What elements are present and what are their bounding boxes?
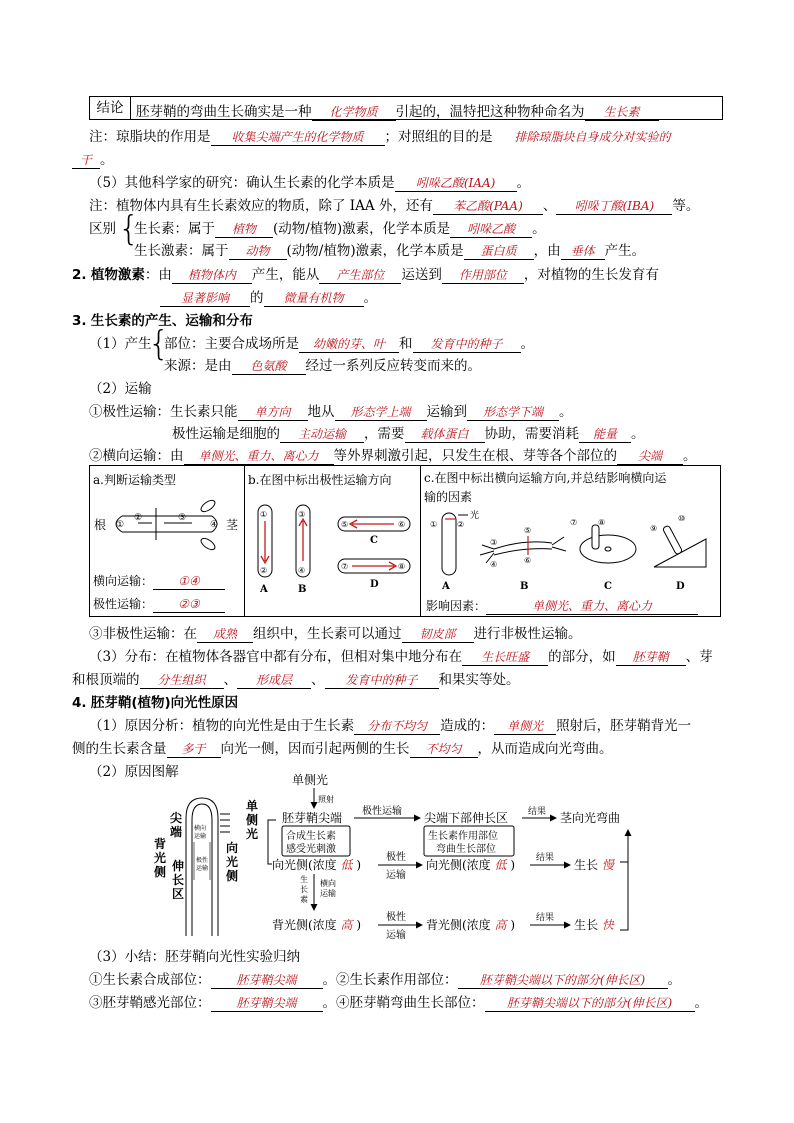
marker-label: ③ <box>298 510 306 519</box>
bracket <box>620 862 628 930</box>
illus-label: （2）原因图解 <box>89 764 179 780</box>
answer-blank: 发育中的种子 <box>413 337 521 353</box>
marker-label: ③ <box>490 538 498 547</box>
answer-blank: 形成层 <box>237 673 311 689</box>
coleo-text: 胚芽鞘尖端 <box>282 811 343 825</box>
toward-label: 光 <box>226 855 239 869</box>
answer-blank: 单侧光 <box>494 719 556 735</box>
pol-answer-row: 极性运输： ②③ <box>93 595 225 613</box>
marker-label: ⑤ <box>524 526 532 535</box>
answer-blank: 动物 <box>229 244 287 260</box>
trans-p2: ②横向运输：由 单侧光、重力、离心力 等外界刺激引起，只发生在根、芽等各个部位的 尖端 。 <box>89 448 697 464</box>
back-label: 侧 <box>154 865 167 879</box>
answer-blank: 生长素 <box>585 105 659 121</box>
trans-p1: ①极性运输：生长素只能 单方向 地从 形态学上端 运输到 形态学下端 。 <box>89 404 573 420</box>
back-label: 背 <box>154 837 167 851</box>
prod-row-2: 来源：是由 色氨酸 经过一系列反应转变而来的。 <box>164 358 481 374</box>
answer-blank: 蛋白质 <box>464 244 534 260</box>
zone-label: 伸 <box>172 859 185 873</box>
arrow-text: 运输 <box>386 870 406 881</box>
answer-blank: 植物体内 <box>172 268 252 284</box>
polar-transport-text: 运输 <box>196 865 209 872</box>
answer-blank: 显著影响 <box>160 291 250 307</box>
marker-label: ② <box>260 566 268 575</box>
label-B: B <box>298 584 307 595</box>
answer-blank: 幼嫩的芽、叶 <box>299 337 399 353</box>
answer-blank: 植物 <box>215 222 273 238</box>
answer-blank: 单侧光、重力、离心力 <box>184 449 334 465</box>
marker-label: ⑧ <box>598 518 606 527</box>
note-line-2: 干 。 <box>72 148 114 169</box>
label-A: A <box>260 584 268 595</box>
lateral-transport-text: 运输 <box>194 833 207 840</box>
s3-heading: 3. 生长素的产生、运输和分布 <box>72 313 253 329</box>
seedling-leaf <box>552 537 566 551</box>
answer-blank: 胚芽鞘尖端以下的部分(伸长区) <box>458 973 668 989</box>
answer-blank: 分布不均匀 <box>354 719 440 735</box>
arrow-text: 极性 <box>386 912 406 923</box>
root-label: 根 <box>94 518 107 532</box>
zone-label: 长 <box>172 873 185 887</box>
cell-a-title: a.判断运输类型 <box>93 473 176 487</box>
answer-blank: 胚芽鞘尖端以下的部分(伸长区) <box>485 996 695 1012</box>
lat-answer-row: 横向运输： ①④ <box>93 572 225 590</box>
s2-line-2: 显著影响 的 微量有机物 。 <box>160 286 377 307</box>
answer-blank: 垂体 <box>561 244 605 260</box>
growth-text: 生长 快 <box>574 918 614 932</box>
cell-a-diagram <box>92 490 242 560</box>
bend-text: 茎向光弯曲 <box>560 811 621 825</box>
result-text: 结果 <box>536 913 555 923</box>
cause-line-2: 侧的生长素含量 多于 向光一侧，因而引起两侧的生长 不均匀 ，从而造成向光弯曲。 <box>72 741 613 757</box>
answer-blank: 苯乙酸(PAA) <box>433 199 543 215</box>
answer-blank: 作用部位 <box>442 268 524 284</box>
answer-blank: 微量有机物 <box>264 291 364 307</box>
s4-heading: 4. 胚芽鞘(植物)向光性原因 <box>72 695 239 711</box>
factor-row: 影响因素： 单侧光、重力、离心力 <box>426 597 698 615</box>
coleoptile-C <box>592 525 599 549</box>
answer-blank: 尖端 <box>617 449 683 465</box>
tip-label: 端 <box>170 825 183 839</box>
conclusion-table <box>89 96 723 120</box>
summary-row-1: ①生长素合成部位： 胚芽鞘尖端 。②生长素作用部位： 胚芽鞘尖端以下的部分(伸长区) 。 <box>89 972 681 988</box>
plant-body <box>116 516 212 532</box>
answer-blank: 形态学上端 <box>335 405 427 421</box>
answer-blank: ②③ <box>153 597 225 613</box>
lateral-transport-text: 横向 <box>194 825 207 832</box>
conclusion-text: 胚芽鞘的弯曲生长确实是一种 化学物质 引起的，温特把这种物种命名为 生长素 <box>136 100 659 121</box>
leaf-icon <box>199 536 217 552</box>
below-text: 尖端下部伸长区 <box>424 811 509 825</box>
coleoptile-A <box>442 513 456 575</box>
cell-c-title-2: 输的因素 <box>424 490 473 504</box>
cause-line-1: （1）原因分析：植物的向光性是由于生长素 分布不均匀 造成的： 单侧光 照射后，胚芽鞘背光一 <box>89 718 692 734</box>
vertical-text: 横向 <box>320 879 336 888</box>
marker-label: ⑦ <box>570 518 578 527</box>
label-B: B <box>520 581 529 592</box>
diff-brace: { <box>118 209 140 249</box>
turntable-center <box>605 547 611 551</box>
label-D: D <box>370 579 379 590</box>
answer-blank: 吲哚乙酸(IAA) <box>395 176 517 192</box>
zone-label: 区 <box>172 887 185 901</box>
answer-blank: 成熟 <box>197 627 253 643</box>
back-conc-text: 背光侧(浓度 高 ) <box>426 918 516 932</box>
label-A: A <box>442 581 450 592</box>
cause-diagram <box>150 770 640 942</box>
growth-text: 生长 慢 <box>574 858 614 872</box>
dist-line-1: （3）分布：在植物体各器官中都有分布，但相对集中地分布在 生长旺盛 的部分，如 胚芽鞘 、芽 <box>89 649 713 665</box>
uni-light-label: 单 <box>246 799 259 813</box>
summary-label: （3）小结：胚芽鞘向光性实验归纳 <box>89 949 301 965</box>
answer-blank: 色氨酸 <box>232 359 306 375</box>
cell-divider <box>420 466 421 616</box>
answer-blank: 形态学下端 <box>467 405 559 421</box>
marker-label: ③ <box>178 513 187 523</box>
answer-blank: 不均匀 <box>410 742 478 758</box>
answer-blank: 胚芽鞘尖端 <box>211 973 323 989</box>
coleoptile-D <box>662 525 682 555</box>
note2-line: 注：植物体内具有生长素效应的物质，除了 IAA 外，还有 苯乙酸(PAA) 、 吲哚丁酸(IBA) 等。 <box>89 198 700 214</box>
back-conc-text: 背光侧(浓度 高 ) <box>272 918 362 932</box>
cell-b-diagram <box>250 497 418 597</box>
label-D: D <box>676 581 685 592</box>
prod-brace: { <box>148 324 170 364</box>
diff-row-1: 生长素：属于 植物 (动物/植物)激素，化学本质是 吲哚乙酸 。 <box>134 221 546 237</box>
answer-blank: 主动运输 <box>280 427 364 443</box>
answer-blank: 单方向 <box>238 405 308 421</box>
answer-blank: 发育中的种子 <box>325 673 439 689</box>
cell-c-title-1: c.在图中标出横向运输方向,并总结影响横向运 <box>424 471 667 485</box>
answer-blank: 能量 <box>579 427 631 443</box>
cell-c-diagram <box>424 505 716 595</box>
marker-label: ⑥ <box>524 556 532 565</box>
p3-line: ③非极性运输：在 成熟 组织中，生长素可以通过 韧皮部 进行非极性运输。 <box>89 626 582 642</box>
prod-row-1: 部位：主要合成场所是 幼嫩的芽、叶 和 发育中的种子 。 <box>164 336 534 352</box>
marker-label: ① <box>430 520 438 529</box>
answer-blank: 吲哚丁酸(IBA) <box>556 199 672 215</box>
toward-conc-text: 向光侧(浓度 低 ) <box>426 858 516 872</box>
uni-light-label: 光 <box>246 827 259 841</box>
answer-blank: 胚芽鞘 <box>616 650 686 666</box>
answer-blank: 分生组织 <box>140 673 224 689</box>
marker-label: ④ <box>298 566 306 575</box>
box-text: 生长素作用部位 <box>428 831 498 842</box>
result-text: 结果 <box>536 853 555 863</box>
back-label: 光 <box>154 851 167 865</box>
answer-blank: 多于 <box>167 742 221 758</box>
answer-blank: ①④ <box>153 574 225 590</box>
marker-label: ⑩ <box>678 514 686 523</box>
label-C: C <box>604 581 612 592</box>
prod-label: （1）产生 <box>89 336 152 352</box>
tip-label: 尖 <box>170 811 183 825</box>
answer-blank: 化学物质 <box>312 105 396 121</box>
marker-label: ④ <box>210 520 219 530</box>
irr-text: 照射 <box>318 795 334 804</box>
marker-label: ⑨ <box>650 524 658 533</box>
marker-label: ④ <box>490 560 498 569</box>
cell-divider <box>244 466 245 616</box>
vertical-text: 生 <box>300 875 308 884</box>
answer-blank: 韧皮部 <box>402 627 474 643</box>
marker-label: ① <box>116 520 125 530</box>
arrow-text: 极性 <box>386 852 406 863</box>
vertical-text: 素 <box>300 895 308 904</box>
answer-blank: 吲哚乙酸 <box>450 222 532 238</box>
diff-row-2: 生长激素：属于 动物 (动物/植物)激素，化学本质是 蛋白质 ，由 垂体 产生。 <box>134 243 646 259</box>
answer-blank: 胚芽鞘尖端 <box>211 996 323 1012</box>
result-text: 结果 <box>528 807 547 817</box>
box-text: 合成生长素 <box>286 831 336 842</box>
polar-transport-text: 极性 <box>196 857 209 864</box>
note-line-1: 注：琼脂块的作用是 收集尖端产生的化学物质 ；对照组的目的是 排除琼脂块自身成分对实验的 <box>89 125 693 146</box>
answer-blank: 干 <box>72 153 100 169</box>
leaf-icon <box>199 498 217 514</box>
s5-line: （5）其他科学家的研究：确认生长素的化学本质是 吲哚乙酸(IAA) 。 <box>89 175 531 191</box>
s2-line-1: 2. 植物激素：由 植物体内 产生，能从 产生部位 运送到 作用部位 ，对植物的生长发育有 <box>72 267 659 283</box>
toward-label: 侧 <box>226 869 239 883</box>
box-text: 弯曲生长部位 <box>436 844 496 855</box>
marker-label: ① <box>260 510 268 519</box>
answer-blank: 产生部位 <box>319 268 401 284</box>
conclusion-label-cell: 结论 <box>90 97 131 119</box>
marker-label: ⑥ <box>398 520 406 529</box>
trans-label: （2）运输 <box>89 381 152 397</box>
toward-conc-text: 向光侧(浓度 低 ) <box>272 858 362 872</box>
seedling-B <box>494 542 552 555</box>
summary-row-2: ③胚芽鞘感光部位： 胚芽鞘尖端 。④胚芽鞘弯曲生长部位： 胚芽鞘尖端以下的部分(伸长区) 。 <box>89 995 708 1011</box>
trans-p1b: 极性运输是细胞的 主动运输 ，需要 载体蛋白 协助，需要消耗 能量 。 <box>172 426 645 442</box>
answer-blank: 单侧光、重力、离心力 <box>486 599 698 615</box>
answer-blank: 载体蛋白 <box>405 427 485 443</box>
answer-blank: 排除琼脂块自身成分对实验的 <box>514 130 671 144</box>
box-text: 感受光刺激 <box>286 844 336 855</box>
vertical-text: 运输 <box>320 889 336 898</box>
top-light-text: 单侧光 <box>292 773 329 787</box>
marker-label: ⑧ <box>398 562 406 571</box>
vertical-text: 长 <box>300 885 308 894</box>
label-C: C <box>370 535 378 546</box>
light-label: 光 <box>470 511 480 521</box>
stem-label: 茎 <box>226 518 239 532</box>
marker-label: ② <box>134 513 143 523</box>
toward-label: 向 <box>226 841 239 855</box>
diff-label: 区别 <box>89 221 116 237</box>
arrow-text: 极性运输 <box>362 806 402 817</box>
dist-line-2: 和根顶端的 分生组织 、 形成层 、 发育中的种子 和果实等处。 <box>72 672 520 688</box>
answer-blank: 收集尖端产生的化学物质 <box>211 130 385 146</box>
arrow-text: 运输 <box>386 930 406 941</box>
answer-blank: 生长旺盛 <box>462 650 548 666</box>
marker-label: ⑤ <box>341 520 349 529</box>
uni-light-label: 侧 <box>246 813 259 827</box>
marker-label: ② <box>457 520 465 529</box>
cell-b-title: b.在图中标出极性运输方向 <box>248 473 392 487</box>
marker-label: ⑦ <box>341 562 349 571</box>
